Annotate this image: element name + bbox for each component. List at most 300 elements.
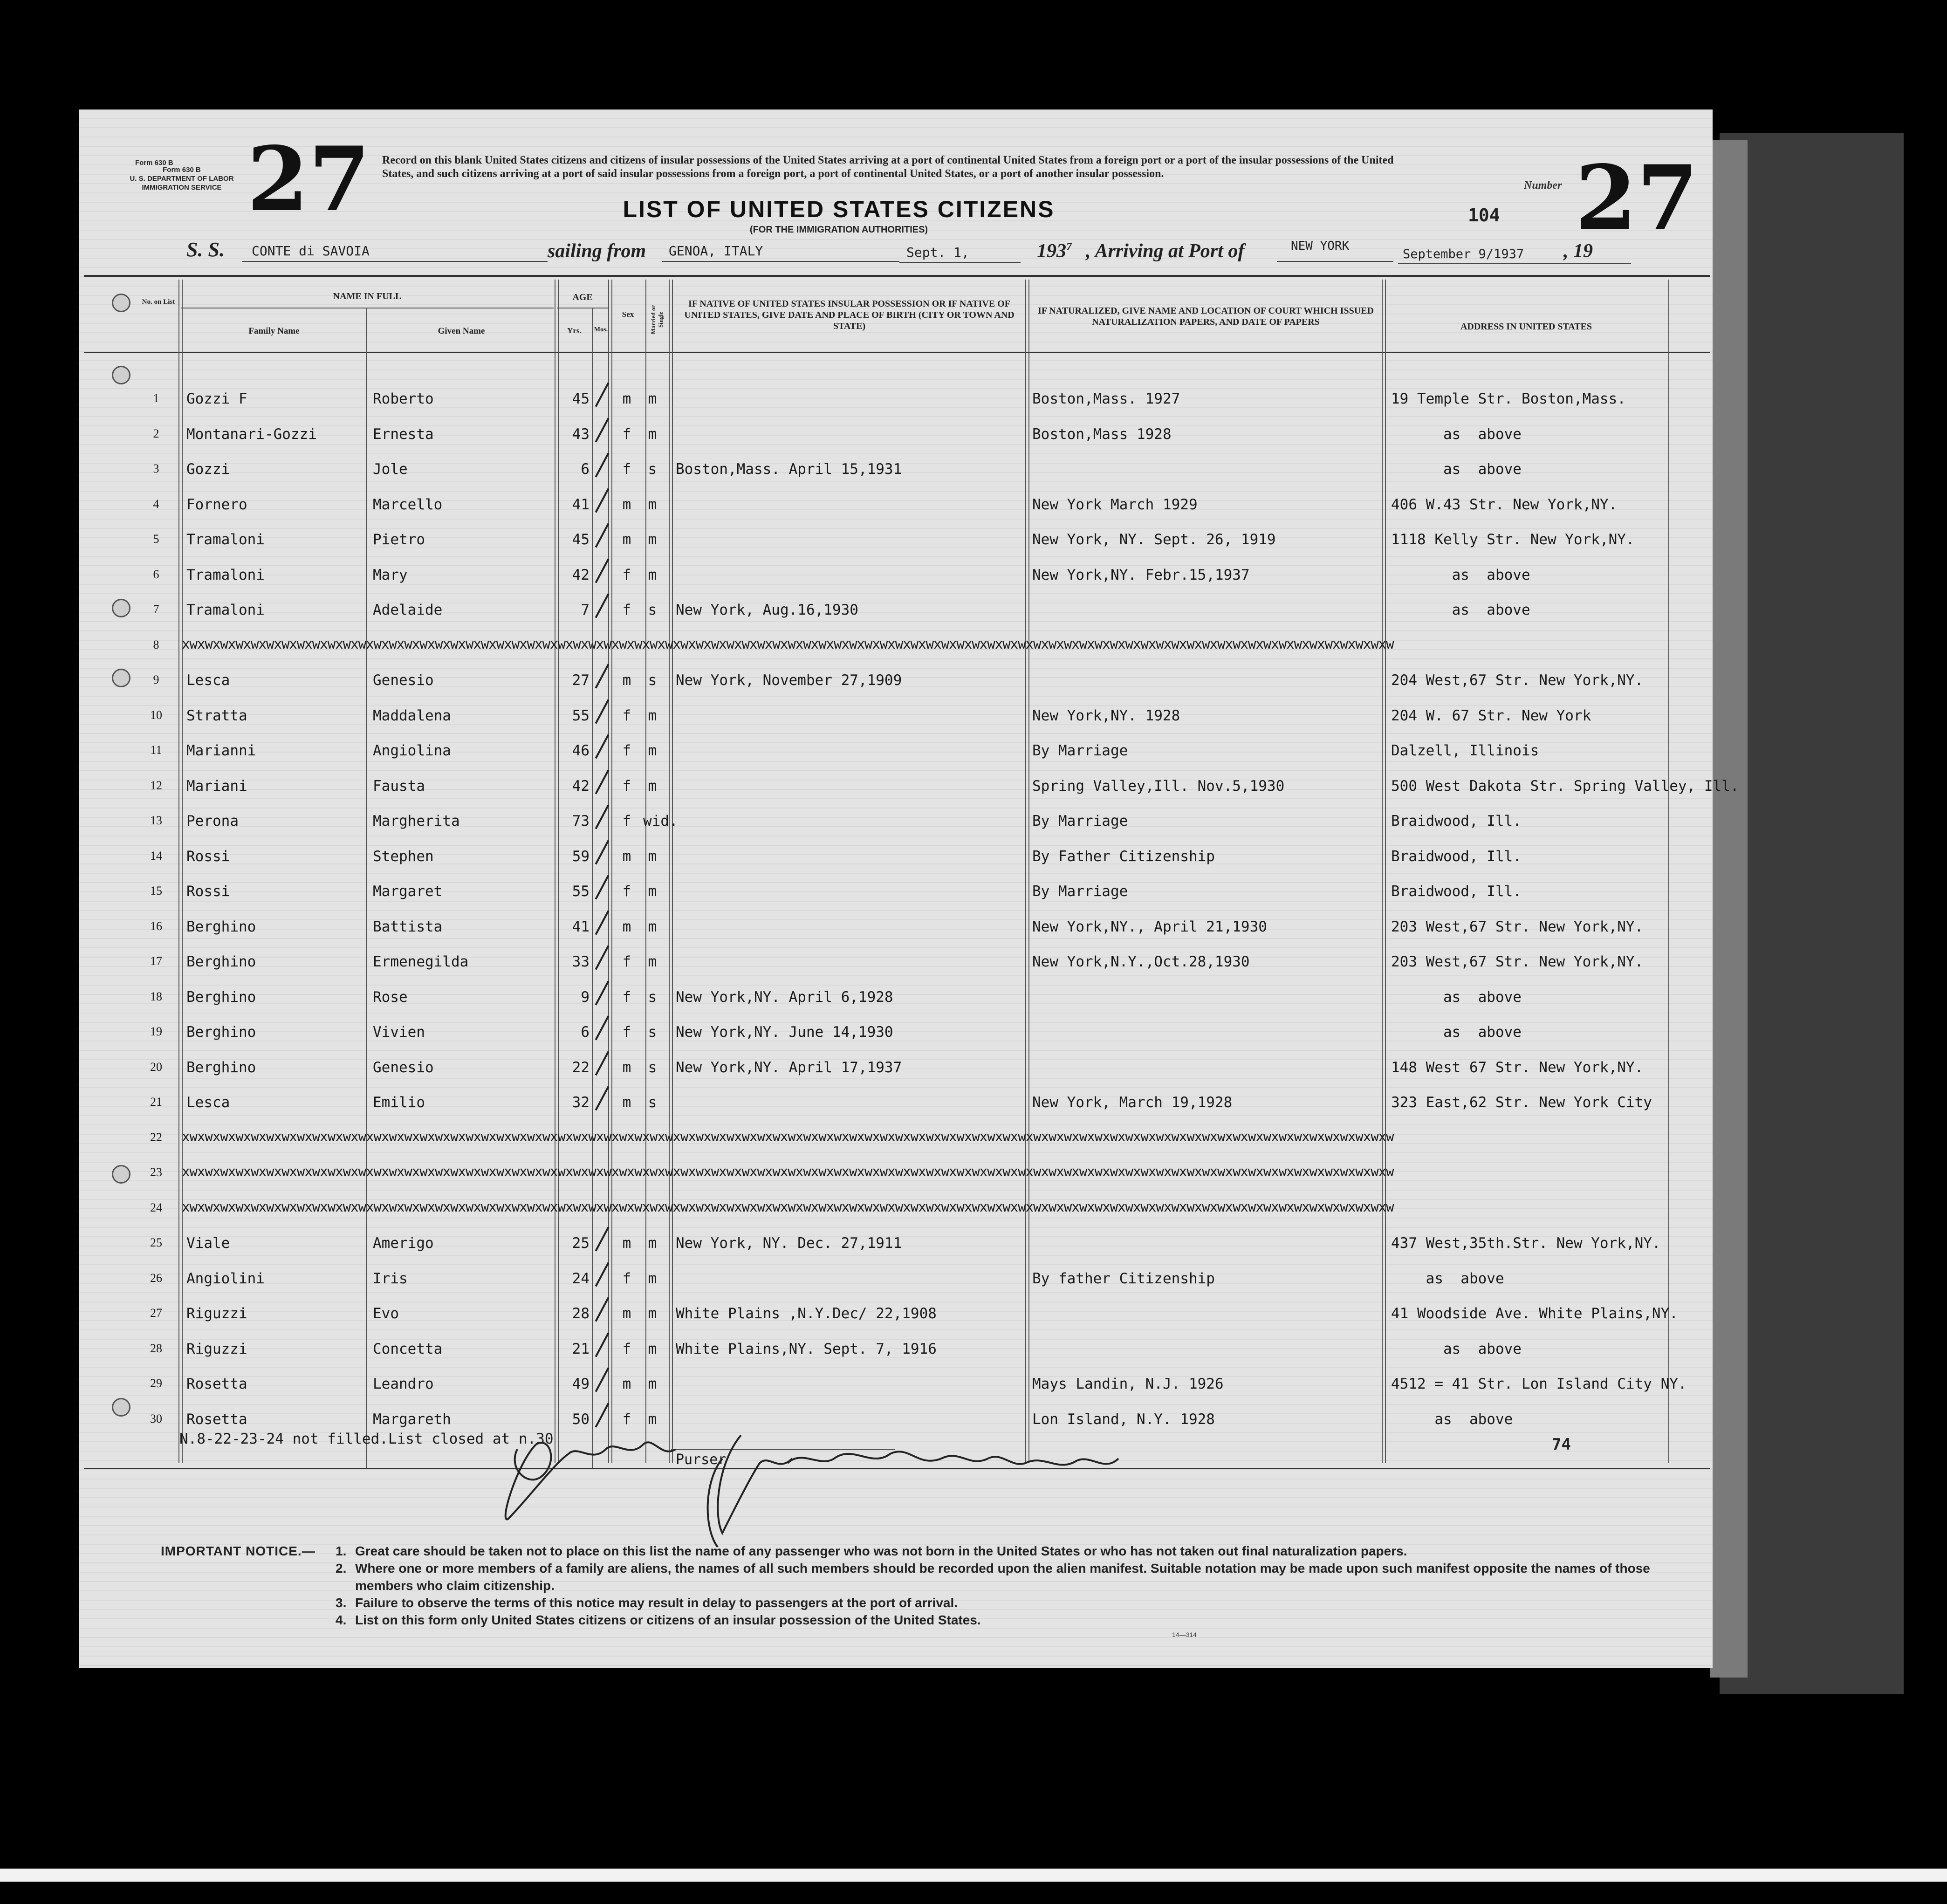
address: 437 West,35th.Str. New York,NY.	[1391, 1235, 1661, 1252]
given-name: Angiolina	[373, 742, 451, 759]
age-years: 6	[581, 461, 590, 478]
marital-status: m	[648, 1376, 657, 1392]
notice-item-number: 4.	[336, 1613, 347, 1627]
family-name: Mariani	[186, 777, 247, 794]
header-family-name: Family Name	[248, 326, 300, 336]
birth-place-date: New York, NY. Dec. 27,1911	[676, 1235, 902, 1252]
header-address: ADDRESS IN UNITED STATES	[1460, 322, 1592, 332]
row-number: 23	[150, 1165, 162, 1179]
given-name: Rose	[373, 988, 408, 1006]
table-row	[0, 1337, 1947, 1370]
row-number: 2	[153, 426, 159, 440]
notice-item-text: Great care should be taken not to place on this list the name of any passenger who was not born in the United States or who has not taken out final naturalization papers.	[355, 1544, 1407, 1558]
notice-items	[336, 1542, 1668, 1629]
header-birth: IF NATIVE OF UNITED STATES INSULAR POSSESSION OR IF NATIVE OF UNITED STATES, GIVE DATE AND PLACE OF BIRTH (CITY OR TOWN AND STATE)	[684, 299, 1015, 331]
marital-status: m	[648, 883, 657, 900]
marital-status: s	[648, 1024, 657, 1041]
age-years: 24	[572, 1270, 590, 1287]
family-name: Gozzi F	[186, 390, 247, 407]
given-name: Leandro	[373, 1376, 434, 1392]
age-years: 33	[572, 953, 590, 970]
marital-status: m	[648, 918, 657, 935]
address: 203 West,67 Str. New York,NY.	[1391, 918, 1644, 935]
marital-status: m	[648, 1340, 657, 1357]
table-row	[0, 668, 1947, 701]
address: Braidwood, Ill.	[1391, 848, 1522, 865]
given-name: Ermenegilda	[373, 953, 469, 970]
row-number: 9	[153, 673, 159, 686]
sex: m	[622, 496, 631, 513]
family-name: Berghino	[186, 1059, 256, 1076]
arriving-label: , Arriving at Port of	[1086, 240, 1245, 262]
table-row	[0, 915, 1947, 947]
notice-item-text: Failure to observe the terms of this notice may result in delay to passengers at the port of arrival.	[355, 1596, 958, 1610]
arrival-underline	[1398, 263, 1631, 264]
address: as above	[1391, 1411, 1513, 1428]
cancel-marks: xwxwxwxwxwxwxwxwxwxwxwxwxwxwxwxwxwxwxwxwxwxwxwxwxwxwxwxwxwxwxwxwxwxwxwxwxwxwxwxwxwxwxwxwxwxwxwxwxwxwxwxwxwxwxwxwxwxwxwxwxwxwxwxwxwxwxwxwxwxwxwxwxwxwxwxwxwxwxw	[182, 1128, 1394, 1144]
address: as above	[1391, 988, 1522, 1006]
sex: f	[622, 602, 631, 618]
address: 19 Temple Str. Boston,Mass.	[1391, 390, 1626, 407]
sex: f	[622, 1340, 631, 1357]
table-row	[0, 1267, 1947, 1299]
age-years: 59	[572, 848, 590, 865]
address: Braidwood, Ill.	[1391, 813, 1522, 829]
address: 41 Woodside Ave. White Plains,NY.	[1391, 1305, 1678, 1322]
list-number-stamp: 27	[247, 127, 370, 231]
birth-place-date: New York, November 27,1909	[676, 672, 902, 689]
family-name: Gozzi	[186, 461, 230, 478]
family-name: Angiolini	[186, 1270, 265, 1287]
sex: m	[622, 1059, 631, 1076]
marital-status: m	[648, 1305, 657, 1322]
number-label: Number	[1524, 179, 1562, 192]
table-row	[0, 563, 1947, 596]
family-name: Rosetta	[186, 1411, 247, 1428]
header-given-name: Given Name	[438, 326, 485, 336]
row-number: 26	[150, 1271, 162, 1285]
naturalization: New York, NY. Sept. 26, 1919	[1032, 531, 1276, 548]
header-married-single: Married or Single	[650, 305, 664, 335]
birth-place-date: New York,NY. June 14,1930	[676, 1024, 893, 1041]
marital-status: m	[648, 742, 657, 759]
given-name: Genesio	[373, 672, 434, 689]
row-number: 14	[150, 849, 162, 863]
row-number: 19	[150, 1025, 162, 1038]
date-underline	[899, 262, 1021, 263]
naturalization: New York,NY. 1928	[1032, 707, 1180, 724]
form-identifier-block	[117, 165, 247, 192]
sex: f	[622, 988, 631, 1006]
address: 500 West Dakota Str. Spring Valley, Ill.	[1391, 777, 1739, 794]
address: as above	[1391, 602, 1530, 618]
given-name: Jole	[373, 461, 408, 478]
address: as above	[1391, 425, 1522, 443]
notice-item-text: List on this form only United States citizens or citizens of an insular possession of the United States.	[355, 1613, 981, 1627]
year-label	[1037, 240, 1072, 262]
address: as above	[1391, 461, 1522, 478]
header-mos: Mos.	[594, 326, 608, 333]
form-title: LIST OF UNITED STATES CITIZENS	[623, 196, 1055, 222]
given-name: Margareth	[373, 1411, 451, 1428]
sex: m	[622, 1094, 631, 1111]
cancel-marks: xwxwxwxwxwxwxwxwxwxwxwxwxwxwxwxwxwxwxwxwxwxwxwxwxwxwxwxwxwxwxwxwxwxwxwxwxwxwxwxwxwxwxwxwxwxwxwxwxwxwxwxwxwxwxwxwxwxwxwxwxwxwxwxwxwxwxwxwxwxwxwxwxwxwxwxwxwxwxw	[182, 1199, 1394, 1215]
port-to: NEW YORK	[1291, 239, 1350, 253]
sex: f	[622, 425, 631, 443]
table-row	[0, 879, 1947, 912]
print-code: 14—314	[1172, 1631, 1197, 1638]
table-top-rule	[84, 275, 1710, 277]
birth-place-date: New York,NY. April 17,1937	[676, 1059, 902, 1076]
marital-status: m	[648, 1235, 657, 1252]
given-name: Stephen	[373, 848, 434, 865]
date-sailed: Sept. 1,	[906, 245, 969, 260]
marital-status: m	[648, 777, 657, 794]
table-row	[0, 493, 1947, 525]
address: as above	[1391, 1270, 1504, 1287]
sex: f	[622, 1270, 631, 1287]
marital-status: m	[648, 1270, 657, 1287]
family-name: Stratta	[186, 707, 247, 724]
age-years: 55	[572, 883, 590, 900]
handwritten-signatures	[499, 1407, 1160, 1556]
row-number: 17	[150, 954, 162, 968]
number-stamp: 27	[1575, 146, 1699, 250]
address: 203 West,67 Str. New York,NY.	[1391, 953, 1644, 970]
age-years: 21	[572, 1340, 590, 1357]
ss-label: S. S.	[186, 238, 225, 261]
given-name: Evo	[373, 1305, 399, 1322]
naturalization: Lon Island, N.Y. 1928	[1032, 1411, 1215, 1428]
age-years: 7	[581, 602, 590, 618]
form-instructions: Record on this blank United States citizens and citizens of insular possessions of the United States arriving at a port of continental United States from a foreign port or a port of the insular possessions of the United States, and such citizens arriving at a port of said insular possessions from a foreign port, a port of continental United States, or a port of another insular possession.	[382, 154, 1394, 180]
sex: f	[622, 883, 631, 900]
age-years: 49	[572, 1376, 590, 1392]
marital-status: s	[648, 602, 657, 618]
address: 148 West 67 Str. New York,NY.	[1391, 1059, 1644, 1076]
family-name: Berghino	[186, 1024, 256, 1041]
port-from-underline	[662, 261, 899, 262]
row-number: 24	[150, 1200, 162, 1214]
row-number: 16	[150, 919, 162, 933]
family-name: Montanari-Gozzi	[186, 425, 317, 443]
table-row	[0, 598, 1947, 630]
marital-status: m	[648, 953, 657, 970]
ship-underline	[242, 261, 548, 262]
age-years: 6	[581, 1024, 590, 1041]
port-from: GENOA, ITALY	[669, 243, 763, 259]
naturalization: New York,NY. Febr.15,1937	[1032, 566, 1250, 583]
row-number: 15	[150, 884, 162, 897]
marital-status: m	[648, 566, 657, 583]
table-row	[0, 387, 1947, 419]
service-label: IMMIGRATION SERVICE	[142, 184, 222, 192]
punch-hole	[112, 1165, 130, 1184]
row-number: 5	[153, 532, 159, 546]
given-name: Marcello	[373, 496, 443, 513]
age-years: 42	[572, 566, 590, 583]
marital-status: m	[648, 707, 657, 724]
given-name: Genesio	[373, 1059, 434, 1076]
sex: f	[622, 1024, 631, 1041]
sex: f	[622, 1411, 631, 1428]
table-row	[0, 950, 1947, 982]
crossed-out-row	[0, 1196, 1947, 1229]
age-years: 22	[572, 1059, 590, 1076]
scan-edge	[0, 1869, 1947, 1882]
port-to-underline	[1277, 261, 1393, 262]
family-name: Marianni	[186, 742, 256, 759]
form-code: Form 630 B	[135, 159, 173, 167]
age-years: 45	[572, 390, 590, 407]
sex: m	[622, 1235, 631, 1252]
cancel-marks: xwxwxwxwxwxwxwxwxwxwxwxwxwxwxwxwxwxwxwxwxwxwxwxwxwxwxwxwxwxwxwxwxwxwxwxwxwxwxwxwxwxwxwxwxwxwxwxwxwxwxwxwxwxwxwxwxwxwxwxwxwxwxwxwxwxwxwxwxwxwxwxwxwxwxwxwxwxwxw	[182, 1164, 1394, 1179]
sex: m	[622, 531, 631, 548]
naturalization: Spring Valley,Ill. Nov.5,1930	[1032, 777, 1285, 794]
birth-place-date: New York,NY. April 6,1928	[676, 988, 893, 1006]
punch-hole	[112, 599, 130, 617]
family-name: Tramaloni	[186, 602, 265, 618]
birth-place-date: White Plains ,N.Y.Dec/ 22,1908	[676, 1305, 937, 1322]
row-number: 6	[153, 567, 159, 581]
header-naturalized: IF NATURALIZED, GIVE NAME AND LOCATION OF COURT WHICH ISSUED NATURALIZATION PAPERS, AND DATE OF PAPERS	[1038, 306, 1374, 327]
naturalization: By father Citizenship	[1032, 1270, 1215, 1287]
family-name: Riguzzi	[186, 1340, 247, 1357]
sex: m	[622, 1376, 631, 1392]
age-years: 46	[572, 742, 590, 759]
table-row	[0, 1055, 1947, 1088]
row-number: 7	[153, 603, 159, 616]
sex: m	[622, 848, 631, 865]
age-years: 9	[581, 988, 590, 1006]
marital-status: s	[648, 988, 657, 1006]
marital-status: wid.	[643, 813, 678, 829]
row-number: 11	[150, 743, 162, 757]
header-name-in-full: NAME IN FULL	[333, 291, 402, 301]
family-name: Rosetta	[186, 1376, 247, 1392]
address: as above	[1391, 1024, 1522, 1041]
given-name: Vivien	[373, 1024, 425, 1041]
given-name: Margaret	[373, 883, 443, 900]
age-years: 42	[572, 777, 590, 794]
address: 323 East,62 Str. New York City	[1391, 1094, 1652, 1111]
age-years: 41	[572, 496, 590, 513]
age-years: 25	[572, 1235, 590, 1252]
table-row	[0, 739, 1947, 771]
row-number: 4	[153, 497, 159, 511]
table-row	[0, 1372, 1947, 1404]
row-number: 29	[150, 1377, 162, 1390]
sex: m	[622, 918, 631, 935]
sex: m	[622, 390, 631, 407]
marital-status: m	[648, 496, 657, 513]
naturalization: Mays Landin, N.J. 1926	[1032, 1376, 1224, 1392]
row-number: 10	[150, 708, 162, 722]
notice-item-text: Where one or more members of a family are aliens, the names of all such members should be recorded upon the alien manifest. Suitable notation may be made upon such manifest opposite the names of those members who claim citizenship.	[355, 1561, 1650, 1593]
row-number: 25	[150, 1236, 162, 1249]
age-years: 73	[572, 813, 590, 829]
naturalization: New York,N.Y.,Oct.28,1930	[1032, 953, 1250, 970]
page-number: 74	[1552, 1435, 1571, 1454]
family-name: Fornero	[186, 496, 247, 513]
crossed-out-row	[0, 1161, 1947, 1193]
notice-item-number: 3.	[336, 1596, 347, 1610]
address: as above	[1391, 566, 1530, 583]
row-number: 21	[150, 1095, 162, 1109]
sex: f	[622, 461, 631, 478]
naturalization: New York, March 19,1928	[1032, 1094, 1233, 1111]
row-number: 12	[150, 778, 162, 792]
age-years: 41	[572, 918, 590, 935]
marital-status: s	[648, 1094, 657, 1111]
birth-place-date: White Plains,NY. Sept. 7, 1916	[676, 1340, 937, 1357]
given-name: Concetta	[373, 1340, 443, 1357]
department-label: U. S. DEPARTMENT OF LABOR	[130, 175, 234, 183]
punch-hole	[112, 669, 130, 687]
address: 204 West,67 Str. New York,NY.	[1391, 672, 1644, 689]
purser-label: Purser	[676, 1452, 727, 1468]
table-row	[0, 774, 1947, 807]
family-name: Berghino	[186, 953, 256, 970]
naturalization: New York,NY., April 21,1930	[1032, 918, 1267, 935]
row-number: 3	[153, 462, 159, 475]
table-row	[0, 527, 1947, 560]
punch-hole	[112, 366, 130, 384]
marital-status: m	[648, 848, 657, 865]
given-name: Pietro	[373, 531, 425, 548]
notice-item-number: 1.	[336, 1544, 347, 1558]
form-code-label: Form 630 B	[163, 166, 201, 174]
age-years: 55	[572, 707, 590, 724]
year-suffix: 7	[1066, 241, 1072, 253]
address: 204 W. 67 Str. New York	[1391, 707, 1591, 724]
birth-place-date: New York, Aug.16,1930	[676, 602, 858, 618]
date-arrived: September 9/1937	[1403, 247, 1524, 261]
row-number: 1	[153, 391, 159, 405]
address: 4512 = 41 Str. Lon Island City NY.	[1391, 1376, 1687, 1392]
table-row	[0, 704, 1947, 736]
naturalization: Boston,Mass 1928	[1032, 425, 1172, 443]
given-name: Mary	[373, 566, 408, 583]
sex: f	[622, 742, 631, 759]
header-yrs: Yrs.	[567, 326, 582, 335]
address: 1118 Kelly Str. New York,NY.	[1391, 531, 1635, 548]
row-number: 20	[150, 1060, 162, 1074]
notice-item	[336, 1611, 1668, 1629]
row-number: 28	[150, 1341, 162, 1355]
sheet-number: 104	[1468, 205, 1500, 226]
notice-label: IMPORTANT NOTICE.—	[161, 1544, 315, 1558]
address: 406 W.43 Str. New York,NY.	[1391, 496, 1618, 513]
marital-status: m	[648, 1411, 657, 1428]
family-name: Riguzzi	[186, 1305, 247, 1322]
punch-hole	[112, 294, 130, 312]
row-number: 18	[150, 989, 162, 1003]
given-name: Roberto	[373, 390, 434, 407]
given-name: Emilio	[373, 1094, 425, 1111]
naturalization: By Marriage	[1032, 813, 1128, 829]
family-name: Tramaloni	[186, 531, 265, 548]
family-name: Viale	[186, 1235, 230, 1252]
table-row	[0, 457, 1947, 490]
given-name: Maddalena	[373, 707, 451, 724]
notice-item	[336, 1594, 1668, 1611]
given-name: Amerigo	[373, 1235, 434, 1252]
age-years: 28	[572, 1305, 590, 1322]
family-name: Lesca	[186, 672, 230, 689]
marital-status: m	[648, 425, 657, 443]
given-name: Adelaide	[373, 602, 443, 618]
sex: f	[622, 953, 631, 970]
age-years: 32	[572, 1094, 590, 1111]
given-name: Battista	[373, 918, 443, 935]
table-row	[0, 844, 1947, 877]
notice-item	[336, 1560, 1668, 1594]
year2-label: , 19	[1563, 240, 1593, 262]
crossed-out-row	[0, 633, 1947, 666]
header-bottom-rule	[84, 352, 1710, 353]
marital-status: s	[648, 1059, 657, 1076]
sailing-label: sailing from	[548, 240, 646, 262]
sex: m	[622, 1305, 631, 1322]
marital-status: m	[648, 531, 657, 548]
naturalization: By Marriage	[1032, 742, 1128, 759]
row-number: 30	[150, 1411, 162, 1425]
closing-note: N.8-22-23-24 not filled.List closed at n.30	[179, 1431, 554, 1447]
address: Dalzell, Illinois	[1391, 742, 1539, 759]
sex: f	[622, 777, 631, 794]
sex: f	[622, 707, 631, 724]
family-name: Perona	[186, 813, 239, 829]
row-number: 22	[150, 1130, 162, 1144]
family-name: Lesca	[186, 1094, 230, 1111]
cancel-marks: xwxwxwxwxwxwxwxwxwxwxwxwxwxwxwxwxwxwxwxwxwxwxwxwxwxwxwxwxwxwxwxwxwxwxwxwxwxwxwxwxwxwxwxwxwxwxwxwxwxwxwxwxwxwxwxwxwxwxwxwxwxwxwxwxwxwxwxwxwxwxwxwxwxwxwxwxwxwxw	[182, 636, 1394, 652]
address: as above	[1391, 1340, 1522, 1357]
family-name: Rossi	[186, 848, 230, 865]
header-age: AGE	[572, 292, 593, 302]
address: Braidwood, Ill.	[1391, 883, 1522, 900]
naturalization: New York March 1929	[1032, 496, 1198, 513]
given-name: Iris	[373, 1270, 408, 1287]
table-row	[0, 1301, 1947, 1334]
sex: m	[622, 672, 631, 689]
given-name: Ernesta	[373, 425, 434, 443]
table-row	[0, 1020, 1947, 1053]
year-prefix: 193	[1037, 240, 1066, 262]
table-row	[0, 1231, 1947, 1264]
sex: f	[622, 566, 631, 583]
table-row	[0, 422, 1947, 455]
row-number: 13	[150, 814, 162, 827]
marital-status: m	[648, 390, 657, 407]
age-years: 43	[572, 425, 590, 443]
notice-item	[336, 1542, 1668, 1560]
age-years: 50	[572, 1411, 590, 1428]
ship-name: CONTE di SAVOIA	[252, 243, 370, 259]
age-years: 45	[572, 531, 590, 548]
given-name: Fausta	[373, 777, 425, 794]
marital-status: s	[648, 461, 657, 478]
row-number: 8	[153, 637, 159, 651]
age-years: 27	[572, 672, 590, 689]
family-name: Berghino	[186, 918, 256, 935]
header-sex: Sex	[622, 310, 634, 319]
punch-hole	[112, 1398, 130, 1417]
family-name: Berghino	[186, 988, 256, 1006]
crossed-out-row	[0, 1126, 1947, 1158]
header-no-on-list: No. on List	[142, 298, 175, 306]
table-row	[0, 985, 1947, 1018]
